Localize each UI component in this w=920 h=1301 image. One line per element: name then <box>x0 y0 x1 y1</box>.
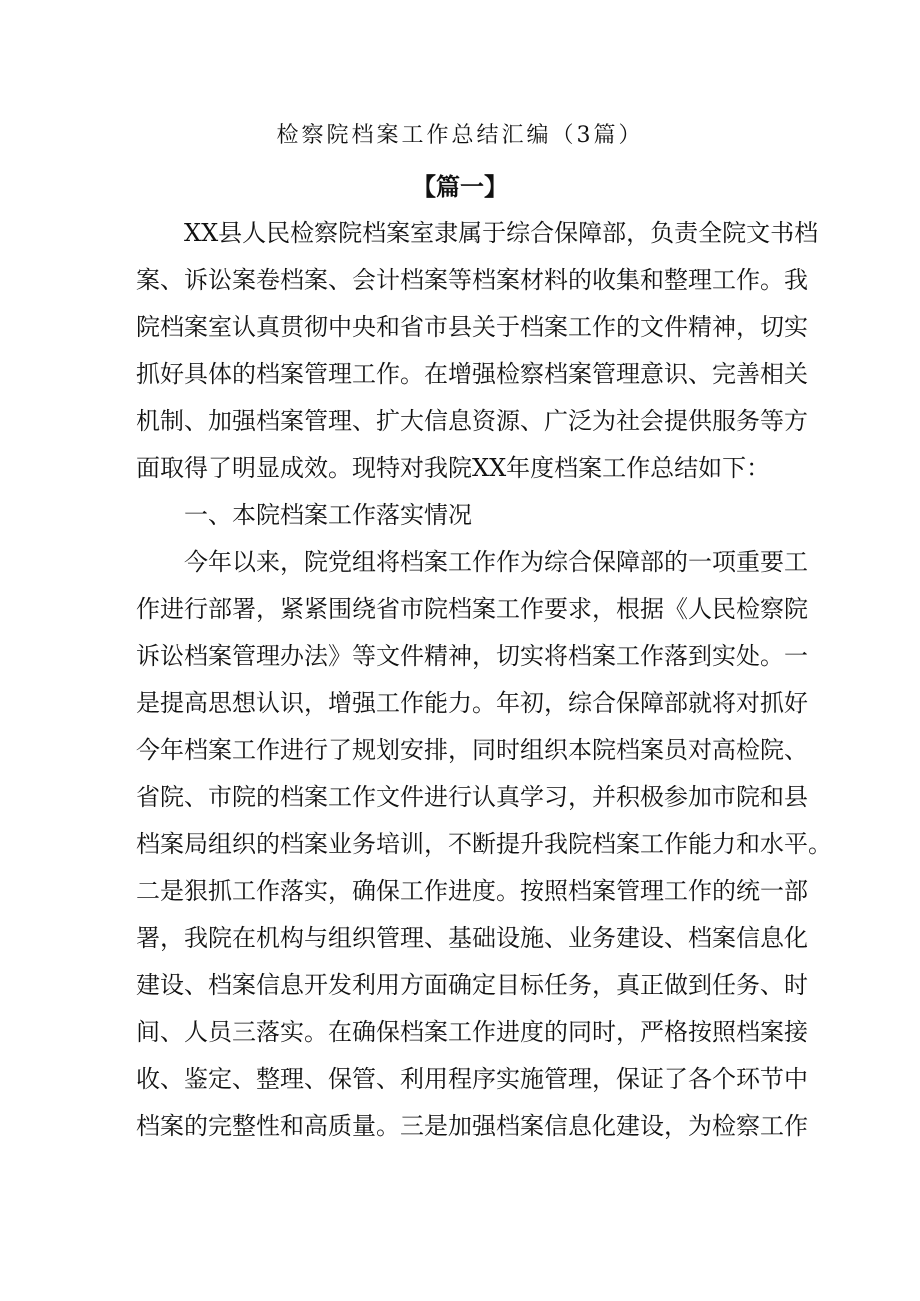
text-line: 诉讼档案管理办法》等文件精神，切实将档案工作落到实处。一 <box>136 642 808 670</box>
text-line: 院档案室认真贯彻中央和省市县关于档案工作的文件精神，切实 <box>136 313 808 341</box>
text-line: 机制、加强档案管理、扩大信息资源、广泛为社会提供服务等方 <box>136 407 808 435</box>
text-line: 案、诉讼案卷档案、会计档案等档案材料的收集和整理工作。我 <box>136 266 808 294</box>
document-title: 检察院档案工作总结汇编（3篇） <box>276 123 644 148</box>
text-line: 收、鉴定、整理、保管、利用程序实施管理，保证了各个环节中 <box>136 1065 808 1093</box>
text-line: 作进行部署，紧紧围绕省市院档案工作要求，根据《人民检察院 <box>136 595 808 623</box>
text-line: 档案的完整性和高质量。三是加强档案信息化建设，为检察工作 <box>136 1112 808 1140</box>
text-line: 档案局组织的档案业务培训，不断提升我院档案工作能力和水平。 <box>136 830 832 858</box>
text-line: 今年以来，院党组将档案工作作为综合保障部的一项重要工 <box>184 548 808 576</box>
text-line: 省院、市院的档案工作文件进行认真学习，并积极参加市院和县 <box>136 783 808 811</box>
text-line: 间、人员三落实。在确保档案工作进度的同时，严格按照档案接 <box>136 1018 808 1046</box>
text-line: 面取得了明显成效。现特对我院XX年度档案工作总结如下： <box>136 454 771 482</box>
text-line: 署，我院在机构与组织管理、基础设施、业务建设、档案信息化 <box>136 924 808 952</box>
text-line: 建设、档案信息开发利用方面确定目标任务，真正做到任务、时 <box>136 971 808 999</box>
text-line: 今年档案工作进行了规划安排，同时组织本院档案员对高检院、 <box>136 736 808 764</box>
text-line: 抓好具体的档案管理工作。在增强检察档案管理意识、完善相关 <box>136 360 808 388</box>
text-line: XX县人民检察院档案室隶属于综合保障部，负责全院文书档 <box>184 219 819 247</box>
subheading-line: 一、本院档案工作落实情况 <box>184 501 472 529</box>
text-line: 是提高思想认识，增强工作能力。年初，综合保障部就将对抓好 <box>136 689 808 717</box>
section-title: 【篇一】 <box>412 172 508 201</box>
text-line: 二是狠抓工作落实，确保工作进度。按照档案管理工作的统一部 <box>136 877 808 905</box>
